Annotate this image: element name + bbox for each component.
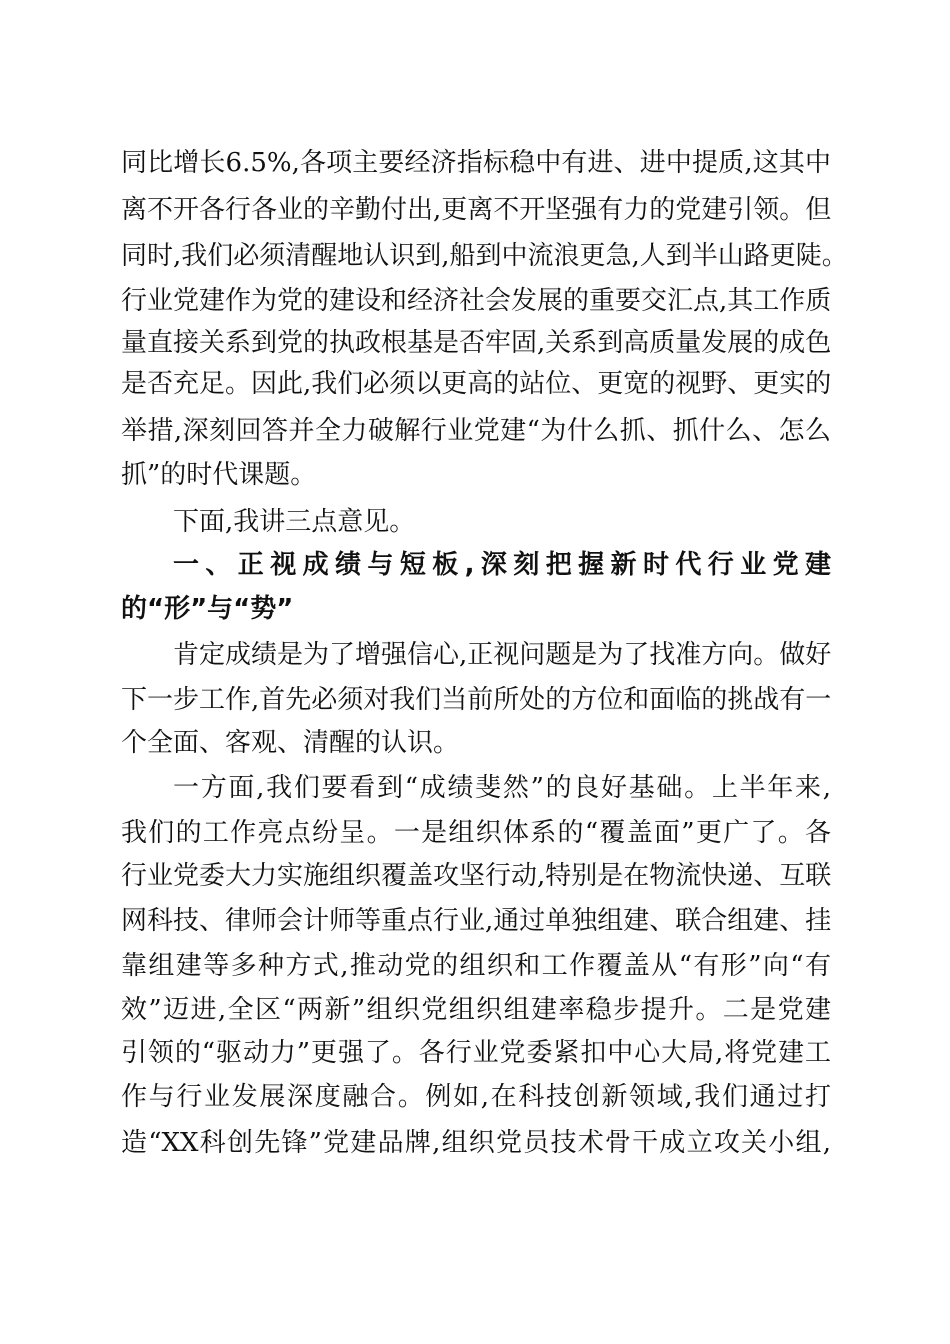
section-heading-continuation: 的“形”与“势” <box>121 594 294 624</box>
paragraph-line: 一方面,我们要看到“成绩斐然”的良好基础。上半年来, <box>173 773 831 803</box>
text-line: 是否充足。因此,我们必须以更高的站位、更宽的视野、更实的 <box>121 369 832 399</box>
text-line: 同时,我们必须清醒地认识到,船到中流浪更急,人到半山路更陡。 <box>121 241 848 271</box>
text-line: 抓”的时代课题。 <box>121 460 317 490</box>
paragraph-line: 下面,我讲三点意见。 <box>173 507 416 537</box>
text-line: 网科技、律师会计师等重点行业,通过单独组建、联合组建、挂 <box>121 906 832 936</box>
text-line: 行业党委大力实施组织覆盖攻坚行动,特别是在物流快递、互联 <box>121 861 832 891</box>
text-line: 效”迈进,全区“两新”组织党组织组建率稳步提升。二是党建 <box>121 995 831 1025</box>
text-line: 个全面、客观、清醒的认识。 <box>121 728 460 758</box>
text-line: 同比增长6.5%,各项主要经济指标稳中有进、进中提质,这其中 <box>121 148 831 178</box>
text-line: 量直接关系到党的执政根基是否牢固,关系到高质量发展的成色 <box>121 328 832 358</box>
text-line: 作与行业发展深度融合。例如,在科技创新领域,我们通过打 <box>121 1082 831 1112</box>
text-line: 我们的工作亮点纷呈。一是组织体系的“覆盖面”更广了。各 <box>121 818 831 848</box>
text-line: 离不开各行各业的辛勤付出,更离不开坚强有力的党建引领。但 <box>121 195 832 225</box>
text-line: 靠组建等多种方式,推动党的组织和工作覆盖从“有形”向“有 <box>121 951 831 981</box>
text-line: 下一步工作,首先必须对我们当前所处的方位和面临的挑战有一 <box>121 685 832 715</box>
paragraph-line: 肯定成绩是为了增强信心,正视问题是为了找准方向。做好 <box>173 640 832 670</box>
text-line: 造“XX科创先锋”党建品牌,组织党员技术骨干成立攻关小组, <box>121 1128 831 1158</box>
section-heading: 一、正视成绩与短板,深刻把握新时代行业党建 <box>173 550 831 580</box>
text-line: 行业党建作为党的建设和经济社会发展的重要交汇点,其工作质 <box>121 286 832 316</box>
text-line: 引领的“驱动力”更强了。各行业党委紧扣中心大局,将党建工 <box>121 1038 831 1068</box>
text-line: 举措,深刻回答并全力破解行业党建“为什么抓、抓什么、怎么 <box>121 416 831 446</box>
